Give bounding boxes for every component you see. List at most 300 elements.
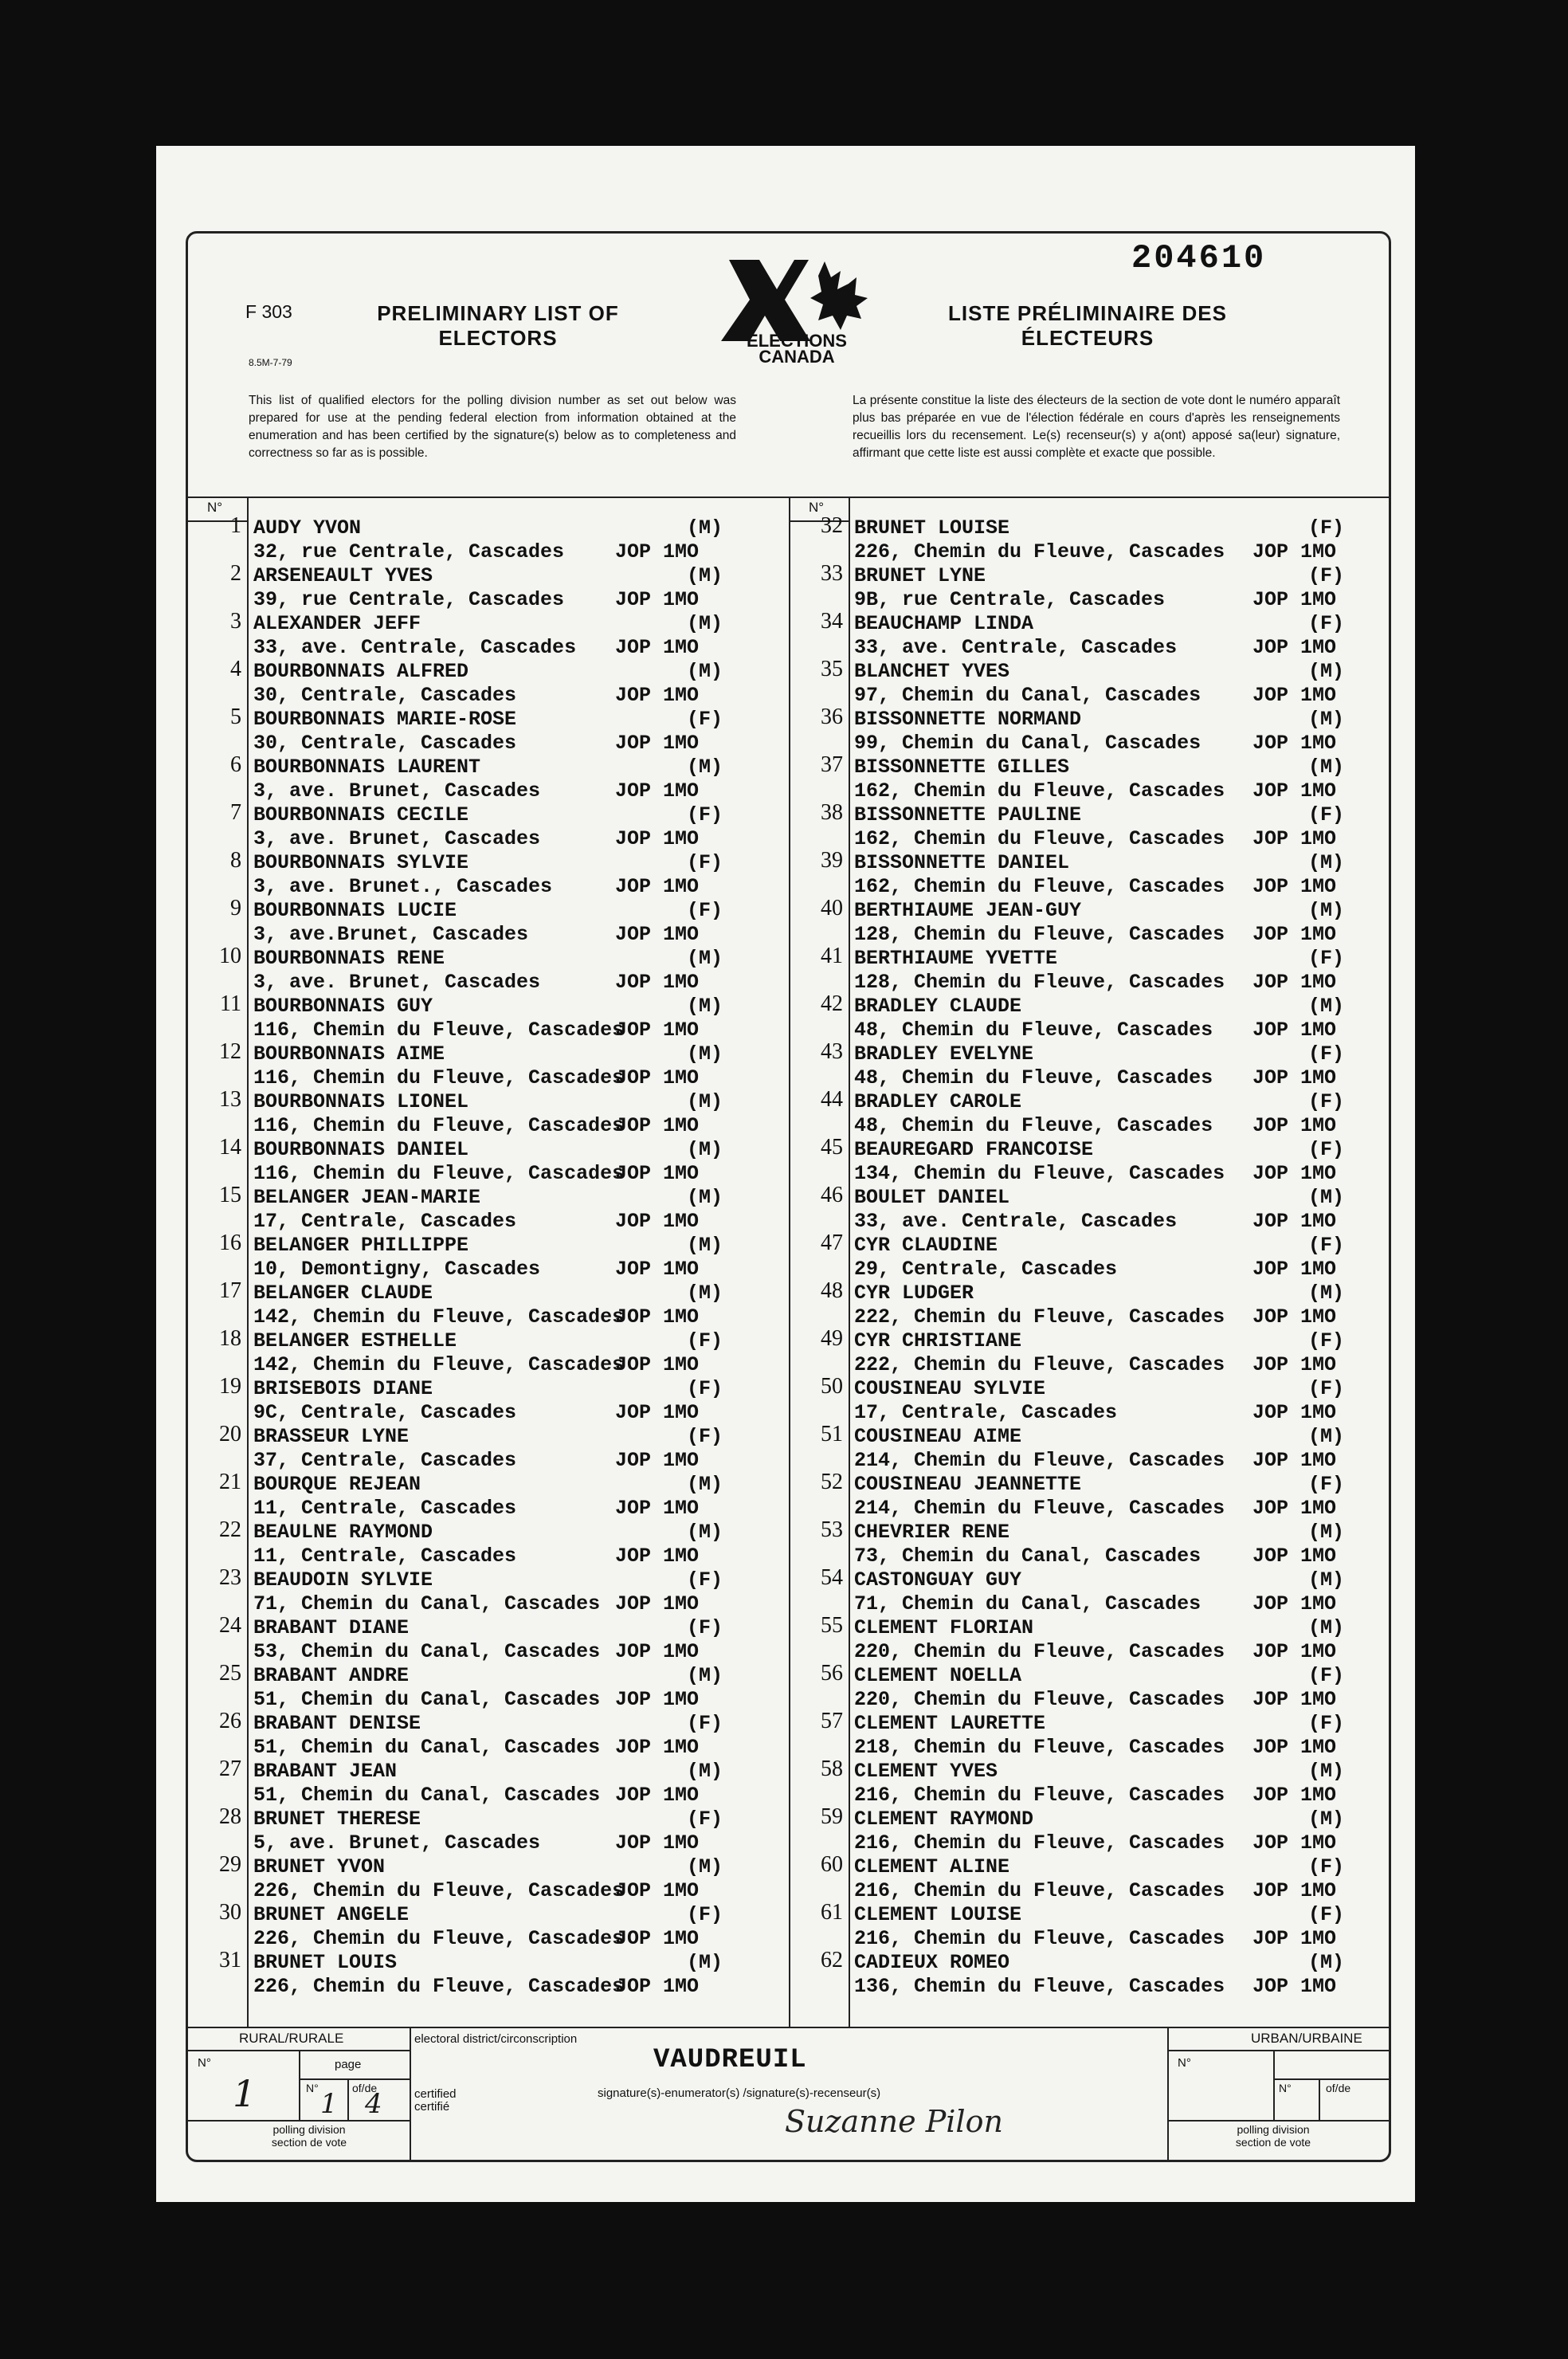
page-box-top	[299, 2078, 410, 2080]
logo-text-canada: CANADA	[759, 347, 835, 367]
elector-number: 12	[219, 1039, 241, 1064]
elector-address: 116, Chemin du Fleuve, Cascades	[253, 1066, 625, 1089]
elector-row	[0, 1422, 1568, 1474]
elector-sex: (M)	[1308, 1521, 1345, 1544]
elector-name: BOURBONNAIS LUCIE	[253, 899, 457, 922]
elector-number: 28	[219, 1804, 241, 1829]
certified-label: certified certifié	[414, 2087, 457, 2114]
elector-sex: (F)	[687, 803, 723, 826]
elector-number: 4	[230, 657, 241, 681]
elector-postal-code: JOP 1MO	[615, 1401, 700, 1424]
elector-number: 7	[230, 800, 241, 825]
elector-number: 8	[230, 848, 241, 873]
elector-address: 33, ave. Centrale, Cascades	[854, 1210, 1178, 1233]
elector-postal-code: JOP 1MO	[1252, 1449, 1337, 1472]
elector-name: CYR CLAUDINE	[854, 1234, 998, 1257]
elector-number: 33	[821, 561, 843, 586]
elector-sex: (M)	[1308, 1568, 1345, 1592]
elector-sex: (M)	[1308, 708, 1345, 731]
elector-postal-code: JOP 1MO	[615, 1019, 700, 1042]
elector-address: 30, Centrale, Cascades	[253, 684, 517, 707]
urban-page-box-left	[1273, 2050, 1275, 2122]
elector-sex: (M)	[687, 1664, 723, 1687]
elector-name: ALEXANDER JEFF	[253, 612, 421, 635]
elector-address: 222, Chemin du Fleuve, Cascades	[854, 1353, 1225, 1376]
elector-name: AUDY YVON	[253, 516, 362, 540]
elector-name: CYR CHRISTIANE	[854, 1329, 1022, 1352]
elector-row	[0, 1374, 1568, 1427]
elector-postal-code: JOP 1MO	[615, 875, 700, 898]
elector-address: 11, Centrale, Cascades	[253, 1545, 517, 1568]
elector-row	[0, 752, 1568, 805]
urban-page-box-top	[1273, 2078, 1390, 2080]
elector-address: 162, Chemin du Fleuve, Cascades	[854, 875, 1225, 898]
elector-sex: (F)	[687, 1568, 723, 1592]
elector-postal-code: JOP 1MO	[615, 779, 700, 803]
elector-sex: (M)	[1308, 756, 1345, 779]
form-code: F 303	[245, 301, 292, 322]
elector-row	[0, 1661, 1568, 1713]
elector-address: 3, ave. Brunet., Cascades	[253, 875, 553, 898]
elector-sex: (M)	[687, 1282, 723, 1305]
elector-address: 99, Chemin du Canal, Cascades	[854, 732, 1201, 755]
elector-address: 3, ave.Brunet, Cascades	[253, 923, 529, 946]
elector-address: 17, Centrale, Cascades	[253, 1210, 517, 1233]
elector-postal-code: JOP 1MO	[615, 1066, 700, 1089]
elector-sex: (F)	[1308, 1138, 1345, 1161]
rural-of-label: of/de	[352, 2082, 378, 2094]
elector-sex: (M)	[1308, 899, 1345, 922]
elector-name: BELANGER ESTHELLE	[253, 1329, 457, 1352]
urban-of-label: of/de	[1326, 2082, 1351, 2094]
elector-sex: (F)	[1308, 1090, 1345, 1113]
elector-name: BOURBONNAIS DANIEL	[253, 1138, 469, 1161]
urban-polling-division: polling division section de vote	[1235, 2123, 1311, 2149]
elector-sex: (M)	[687, 1138, 723, 1161]
elector-name: BELANGER JEAN-MARIE	[253, 1186, 481, 1209]
elector-number: 19	[219, 1374, 241, 1399]
elector-number: 27	[219, 1756, 241, 1781]
elector-number: 54	[821, 1565, 843, 1590]
elector-sex: (F)	[1308, 564, 1345, 587]
elector-postal-code: JOP 1MO	[615, 684, 700, 707]
elector-postal-code: JOP 1MO	[1252, 1258, 1337, 1281]
elector-name: BOURBONNAIS SYLVIE	[253, 851, 469, 874]
elector-postal-code: JOP 1MO	[1252, 1879, 1337, 1902]
elector-postal-code: JOP 1MO	[615, 1592, 700, 1615]
elector-postal-code: JOP 1MO	[615, 588, 700, 611]
rural-division-number: 1	[233, 2072, 257, 2115]
elector-address: 51, Chemin du Canal, Cascades	[253, 1784, 601, 1807]
elector-address: 3, ave. Brunet, Cascades	[253, 971, 541, 994]
elector-sex: (M)	[687, 564, 723, 587]
elector-number: 20	[219, 1422, 241, 1446]
district-label: electoral district/circonscription	[414, 2032, 578, 2046]
elector-sex: (F)	[687, 1425, 723, 1448]
elector-number: 45	[821, 1135, 843, 1160]
elections-canada-logo	[721, 253, 872, 373]
elector-number: 38	[821, 800, 843, 825]
elector-name: BOURBONNAIS LIONEL	[253, 1090, 469, 1113]
elector-row	[0, 1087, 1568, 1140]
elector-postal-code: JOP 1MO	[615, 1640, 700, 1663]
elector-postal-code: JOP 1MO	[1252, 1066, 1337, 1089]
elector-address: 11, Centrale, Cascades	[253, 1497, 517, 1520]
intro-text-en: This list of qualified electors for the polling division number as set out below was prepared for use at the pending federal election from information obtained at the enumeration and has been certified by the signature(s) below as to completeness and correctness so far as is possible.	[249, 394, 736, 460]
elector-row	[0, 1900, 1568, 1953]
elector-row	[0, 705, 1568, 757]
intro-text-fr: La présente constitue la liste des électeurs de la section de vote dont le numéro apparaît plus bas préparée en vue de l'élection fédérale en cours d'après les renseignements recueillis lors du recensement. Le(s) recenseur(s) y a(ont) apposé sa(leur) signature, affirmant que cette liste est aussi complète et exacte que possible.	[853, 394, 1340, 460]
elector-sex: (M)	[687, 1234, 723, 1257]
urban-no-label: N°	[1178, 2056, 1191, 2070]
elector-sex: (F)	[1308, 1664, 1345, 1687]
elector-sex: (M)	[687, 660, 723, 683]
elector-name: BRUNET THERESE	[253, 1808, 421, 1831]
elector-postal-code: JOP 1MO	[615, 971, 700, 994]
elector-name: CLEMENT LAURETTE	[854, 1712, 1046, 1735]
elector-postal-code: JOP 1MO	[1252, 1975, 1337, 1998]
elector-postal-code: JOP 1MO	[1252, 588, 1337, 611]
elector-sex: (M)	[687, 1760, 723, 1783]
elector-address: 48, Chemin du Fleuve, Cascades	[854, 1066, 1213, 1089]
elector-number: 50	[821, 1374, 843, 1399]
elector-address: 116, Chemin du Fleuve, Cascades	[253, 1114, 625, 1137]
elector-row	[0, 896, 1568, 948]
elector-name: BEAUREGARD FRANCOISE	[854, 1138, 1094, 1161]
serial-number: 204610	[1131, 239, 1267, 277]
elector-number: 3	[230, 609, 241, 634]
elector-address: 142, Chemin du Fleuve, Cascades	[253, 1353, 625, 1376]
elector-number: 37	[821, 752, 843, 777]
elector-address: 73, Chemin du Canal, Cascades	[854, 1545, 1201, 1568]
elector-sex: (F)	[1308, 1473, 1345, 1496]
elector-address: 5, ave. Brunet, Cascades	[253, 1831, 541, 1855]
elector-name: CLEMENT LOUISE	[854, 1903, 1022, 1926]
elector-sex: (F)	[687, 1712, 723, 1735]
elector-row	[0, 991, 1568, 1044]
elector-name: CLEMENT FLORIAN	[854, 1616, 1034, 1639]
elector-row	[0, 1948, 1568, 2000]
elector-address: 220, Chemin du Fleuve, Cascades	[854, 1640, 1225, 1663]
elector-address: 136, Chemin du Fleuve, Cascades	[854, 1975, 1225, 1998]
elector-number: 21	[219, 1470, 241, 1494]
elector-address: 48, Chemin du Fleuve, Cascades	[854, 1019, 1213, 1042]
elector-sex: (M)	[687, 1186, 723, 1209]
elector-name: BISSONNETTE PAULINE	[854, 803, 1082, 826]
elector-sex: (F)	[1308, 1042, 1345, 1066]
enumerator-signature: Suzanne Pilon	[785, 2104, 1003, 2139]
elector-row	[0, 848, 1568, 901]
elector-name: BOURQUE REJEAN	[253, 1473, 421, 1496]
elector-number: 17	[219, 1278, 241, 1303]
elector-postal-code: JOP 1MO	[1252, 971, 1337, 994]
elector-name: BELANGER PHILLIPPE	[253, 1234, 469, 1257]
elector-row	[0, 609, 1568, 661]
elector-name: BOURBONNAIS MARIE-ROSE	[253, 708, 517, 731]
elector-address: 116, Chemin du Fleuve, Cascades	[253, 1162, 625, 1185]
elector-number: 1	[230, 513, 241, 538]
elector-number: 47	[821, 1231, 843, 1255]
elector-address: 51, Chemin du Canal, Cascades	[253, 1688, 601, 1711]
elector-number: 41	[821, 944, 843, 968]
elector-name: BISSONNETTE DANIEL	[854, 851, 1070, 874]
elector-name: BISSONNETTE GILLES	[854, 756, 1070, 779]
footer-urban-bottom	[1167, 2120, 1390, 2122]
elector-name: BRUNET LOUISE	[854, 516, 1010, 540]
elector-address: 220, Chemin du Fleuve, Cascades	[854, 1688, 1225, 1711]
title-fr: LISTE PRÉLIMINAIRE DES ÉLECTEURS	[948, 301, 1227, 350]
elector-sex: (F)	[687, 708, 723, 731]
footer-urban-rule	[1167, 2050, 1390, 2051]
elector-address: 162, Chemin du Fleuve, Cascades	[854, 827, 1225, 850]
elector-sex: (M)	[687, 516, 723, 540]
urban-page-box-mid	[1319, 2078, 1320, 2122]
print-code: 8.5M-7-79	[249, 357, 292, 368]
elector-address: 116, Chemin du Fleuve, Cascades	[253, 1019, 625, 1042]
elector-postal-code: JOP 1MO	[615, 827, 700, 850]
elector-name: BERTHIAUME JEAN-GUY	[854, 899, 1082, 922]
elector-name: BOURBONNAIS GUY	[253, 995, 433, 1018]
elector-number: 61	[821, 1900, 843, 1925]
elector-row	[0, 1183, 1568, 1235]
elector-postal-code: JOP 1MO	[1252, 684, 1337, 707]
elector-number: 15	[219, 1183, 241, 1207]
elector-name: BEAUDOIN SYLVIE	[253, 1568, 433, 1592]
elector-number: 25	[219, 1661, 241, 1686]
page-box-left	[299, 2050, 300, 2122]
elector-postal-code: JOP 1MO	[1252, 1640, 1337, 1663]
elector-address: 9C, Centrale, Cascades	[253, 1401, 517, 1424]
elector-postal-code: JOP 1MO	[1252, 1927, 1337, 1950]
elector-number: 26	[219, 1709, 241, 1733]
elector-postal-code: JOP 1MO	[1252, 1545, 1337, 1568]
elector-number: 31	[219, 1948, 241, 1972]
rural-no-label: N°	[198, 2056, 211, 2070]
elector-row	[0, 1709, 1568, 1761]
elector-address: 214, Chemin du Fleuve, Cascades	[854, 1449, 1225, 1472]
elector-number: 46	[821, 1183, 843, 1207]
elector-sex: (F)	[1308, 803, 1345, 826]
elector-postal-code: JOP 1MO	[1252, 1210, 1337, 1233]
elector-sex: (F)	[687, 1616, 723, 1639]
page-box-mid	[347, 2078, 349, 2122]
elector-name: BRADLEY CAROLE	[854, 1090, 1022, 1113]
elector-name: BELANGER CLAUDE	[253, 1282, 433, 1305]
elector-address: 128, Chemin du Fleuve, Cascades	[854, 923, 1225, 946]
logo-text-elections: ELECTIONS	[747, 331, 847, 351]
elector-sex: (M)	[1308, 1425, 1345, 1448]
elector-sex: (M)	[687, 947, 723, 970]
elector-postal-code: JOP 1MO	[615, 1114, 700, 1137]
elector-sex: (M)	[687, 1473, 723, 1496]
elector-address: 226, Chemin du Fleuve, Cascades	[253, 1879, 625, 1902]
elector-name: BRABANT DIANE	[253, 1616, 410, 1639]
elector-address: 142, Chemin du Fleuve, Cascades	[253, 1305, 625, 1329]
elector-name: CLEMENT YVES	[854, 1760, 998, 1783]
elector-row	[0, 1756, 1568, 1809]
elector-postal-code: JOP 1MO	[1252, 732, 1337, 755]
elector-postal-code: JOP 1MO	[615, 1353, 700, 1376]
page-number: 1	[320, 2088, 338, 2120]
elector-row	[0, 1613, 1568, 1666]
elector-name: COUSINEAU AIME	[854, 1425, 1022, 1448]
elector-sex: (M)	[687, 612, 723, 635]
elector-name: BOURBONNAIS LAURENT	[253, 756, 481, 779]
elector-number: 32	[821, 513, 843, 538]
elector-name: CLEMENT RAYMOND	[854, 1808, 1034, 1831]
elector-address: 33, ave. Centrale, Cascades	[253, 636, 577, 659]
urban-page-no-label: N°	[1279, 2082, 1292, 2094]
elector-sex: (M)	[1308, 1282, 1345, 1305]
elector-address: 10, Demontigny, Cascades	[253, 1258, 541, 1281]
elector-postal-code: JOP 1MO	[615, 1879, 700, 1902]
elector-name: BEAULNE RAYMOND	[253, 1521, 433, 1544]
elector-address: 48, Chemin du Fleuve, Cascades	[854, 1114, 1213, 1137]
elector-address: 134, Chemin du Fleuve, Cascades	[854, 1162, 1225, 1185]
elector-number: 22	[219, 1517, 241, 1542]
elector-number: 24	[219, 1613, 241, 1638]
elector-postal-code: JOP 1MO	[615, 732, 700, 755]
elector-sex: (F)	[1308, 1712, 1345, 1735]
elector-name: BLANCHET YVES	[854, 660, 1010, 683]
elector-row	[0, 1231, 1568, 1283]
elector-postal-code: JOP 1MO	[1252, 1019, 1337, 1042]
elector-postal-code: JOP 1MO	[1252, 827, 1337, 850]
elector-number: 9	[230, 896, 241, 920]
elector-postal-code: JOP 1MO	[615, 1210, 700, 1233]
elector-postal-code: JOP 1MO	[1252, 1831, 1337, 1855]
elector-postal-code: JOP 1MO	[1252, 1592, 1337, 1615]
elector-number: 48	[821, 1278, 843, 1303]
rural-page-no-label: N°	[306, 2082, 319, 2094]
signature-label: signature(s)-enumerator(s) /signature(s)-recenseur(s)	[598, 2086, 881, 2100]
elector-name: BRABANT JEAN	[253, 1760, 398, 1783]
elector-number: 13	[219, 1087, 241, 1112]
elector-address: 51, Chemin du Canal, Cascades	[253, 1736, 601, 1759]
elector-postal-code: JOP 1MO	[1252, 1353, 1337, 1376]
elector-name: CADIEUX ROMEO	[854, 1951, 1010, 1974]
elector-sex: (M)	[687, 1855, 723, 1878]
elector-sex: (M)	[1308, 1951, 1345, 1974]
elector-postal-code: JOP 1MO	[1252, 779, 1337, 803]
elector-number: 51	[821, 1422, 843, 1446]
elector-sex: (F)	[1308, 947, 1345, 970]
elector-number: 52	[821, 1470, 843, 1494]
elector-row	[0, 944, 1568, 996]
elector-postal-code: JOP 1MO	[1252, 1688, 1337, 1711]
elector-name: BRUNET ANGELE	[253, 1903, 410, 1926]
elector-sex: (F)	[1308, 1234, 1345, 1257]
elector-row	[0, 1039, 1568, 1092]
elector-postal-code: JOP 1MO	[1252, 1497, 1337, 1520]
elector-address: 29, Centrale, Cascades	[854, 1258, 1118, 1281]
title-en: PRELIMINARY LIST OF ELECTORS	[377, 301, 619, 350]
elector-address: 39, rue Centrale, Cascades	[253, 588, 565, 611]
elector-address: 53, Chemin du Canal, Cascades	[253, 1640, 601, 1663]
elector-sex: (M)	[1308, 851, 1345, 874]
elector-sex: (F)	[687, 1808, 723, 1831]
elector-number: 53	[821, 1517, 843, 1542]
elector-name: CHEVRIER RENE	[854, 1521, 1010, 1544]
elector-row	[0, 800, 1568, 853]
elector-name: BRASSEUR LYNE	[253, 1425, 410, 1448]
elector-name: BRUNET YVON	[253, 1855, 386, 1878]
elector-name: BERTHIAUME YVETTE	[854, 947, 1058, 970]
district-name: VAUDREUIL	[653, 2045, 807, 2075]
elector-postal-code: JOP 1MO	[1252, 875, 1337, 898]
elector-number: 56	[821, 1661, 843, 1686]
elector-name: COUSINEAU JEANNETTE	[854, 1473, 1082, 1496]
elector-postal-code: JOP 1MO	[1252, 1305, 1337, 1329]
elector-address: 216, Chemin du Fleuve, Cascades	[854, 1831, 1225, 1855]
elector-postal-code: JOP 1MO	[615, 540, 700, 563]
elector-sex: (F)	[1308, 1377, 1345, 1400]
elector-postal-code: JOP 1MO	[615, 1545, 700, 1568]
elector-number: 49	[821, 1326, 843, 1351]
elector-address: 33, ave. Centrale, Cascades	[854, 636, 1178, 659]
elector-postal-code: JOP 1MO	[615, 1162, 700, 1185]
elector-sex: (M)	[1308, 1616, 1345, 1639]
elector-address: 162, Chemin du Fleuve, Cascades	[854, 779, 1225, 803]
elector-name: BRADLEY CLAUDE	[854, 995, 1022, 1018]
footer-divider-left	[410, 2027, 411, 2162]
footer-divider-right	[1167, 2027, 1169, 2162]
elector-address: 128, Chemin du Fleuve, Cascades	[854, 971, 1225, 994]
elector-number: 18	[219, 1326, 241, 1351]
elector-name: CLEMENT NOELLA	[854, 1664, 1022, 1687]
elector-postal-code: JOP 1MO	[615, 1831, 700, 1855]
elector-address: 216, Chemin du Fleuve, Cascades	[854, 1927, 1225, 1950]
elector-number: 2	[230, 561, 241, 586]
elector-sex: (F)	[1308, 1855, 1345, 1878]
elector-postal-code: JOP 1MO	[1252, 1736, 1337, 1759]
elector-row	[0, 1278, 1568, 1331]
elector-sex: (M)	[1308, 1808, 1345, 1831]
elector-sex: (F)	[1308, 1903, 1345, 1926]
elector-sex: (M)	[687, 995, 723, 1018]
elector-postal-code: JOP 1MO	[1252, 1401, 1337, 1424]
elector-row	[0, 1135, 1568, 1187]
elector-row	[0, 1804, 1568, 1857]
elector-number: 34	[821, 609, 843, 634]
elector-sex: (M)	[687, 1042, 723, 1066]
elector-number: 57	[821, 1709, 843, 1733]
elector-address: 216, Chemin du Fleuve, Cascades	[854, 1784, 1225, 1807]
rural-polling-division: polling division section de vote	[271, 2123, 347, 2149]
elector-name: ARSENEAULT YVES	[253, 564, 433, 587]
elector-address: 216, Chemin du Fleuve, Cascades	[854, 1879, 1225, 1902]
elector-postal-code: JOP 1MO	[615, 1449, 700, 1472]
footer-rural-bottom	[188, 2120, 411, 2122]
elector-sex: (M)	[1308, 995, 1345, 1018]
elector-name: BOULET DANIEL	[854, 1186, 1010, 1209]
elector-sex: (M)	[1308, 1186, 1345, 1209]
elector-number: 60	[821, 1852, 843, 1877]
elector-name: BEAUCHAMP LINDA	[854, 612, 1034, 635]
elector-postal-code: JOP 1MO	[615, 1975, 700, 1998]
elector-postal-code: JOP 1MO	[615, 1497, 700, 1520]
elector-name: BRUNET LYNE	[854, 564, 986, 587]
elector-sex: (F)	[1308, 612, 1345, 635]
elector-sex: (F)	[687, 1329, 723, 1352]
elector-postal-code: JOP 1MO	[615, 1784, 700, 1807]
elector-sex: (M)	[687, 1951, 723, 1974]
elector-sex: (M)	[687, 1521, 723, 1544]
elector-postal-code: JOP 1MO	[615, 636, 700, 659]
elector-postal-code: JOP 1MO	[1252, 540, 1337, 563]
elector-sex: (F)	[687, 1377, 723, 1400]
col-no-header-left: N°	[207, 500, 223, 515]
